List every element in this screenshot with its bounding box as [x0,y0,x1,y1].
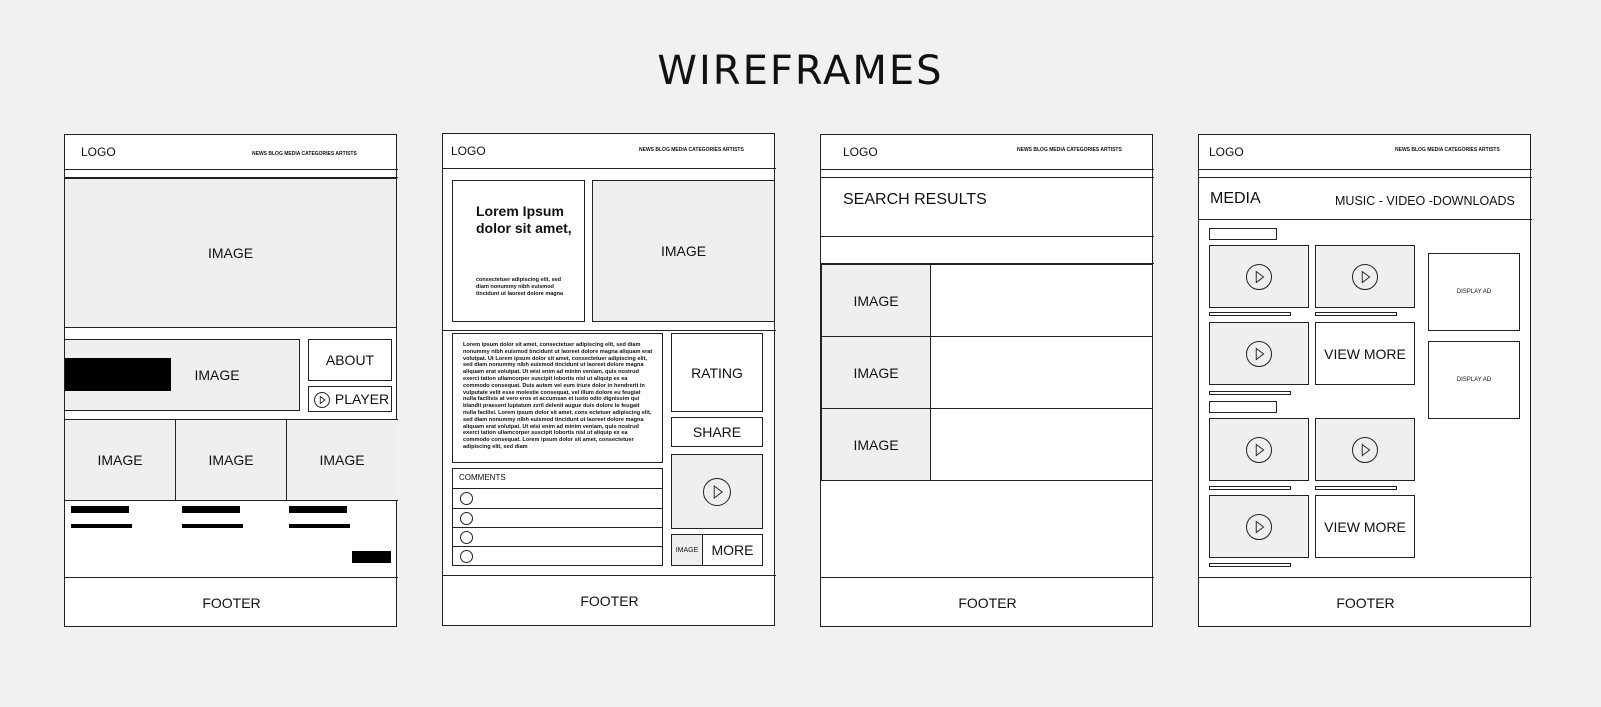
comment-avatar [460,531,473,544]
comment-avatar [460,512,473,525]
logo: LOGO [81,145,116,159]
nav-menu: NEWS BLOG MEDIA CATEGORIES ARTISTS [252,151,357,157]
comments-panel [452,468,663,566]
search-result-row[interactable] [821,264,1153,337]
search-result-row[interactable] [821,336,1153,409]
caption-bar [1315,486,1397,490]
caption-bar [1209,312,1291,316]
search-results-heading: SEARCH RESULTS [843,191,987,208]
footer: FOOTER [580,593,639,609]
result-image: IMAGE [822,337,931,408]
article-image: IMAGE [592,180,775,322]
section-label-bar [1209,401,1277,413]
feature-image: IMAGE [64,339,300,411]
play-icon[interactable] [703,478,731,506]
more-label: MORE [711,542,754,558]
grid-image-3: IMAGE [287,420,397,500]
media-nav[interactable]: MUSIC - VIDEO -DOWNLOADS [1335,194,1515,208]
button-block[interactable] [352,551,391,563]
nav-menu: NEWS BLOG MEDIA CATEGORIES ARTISTS [639,147,744,153]
text-line [71,524,132,528]
result-image: IMAGE [822,409,931,480]
result-image: IMAGE [822,265,931,336]
video-thumb[interactable] [1209,495,1309,558]
more-button[interactable] [671,534,763,566]
search-result-row[interactable] [821,408,1153,481]
view-more-button[interactable]: VIEW MORE [1315,322,1415,385]
intro-subtext: consectetuer adipiscing elit, sed diam nonummy nibh euismod tincidunt ut laoreet dolore magna [476,277,564,297]
about-button[interactable]: ABOUT [308,339,392,381]
play-icon [314,392,330,408]
video-thumb[interactable] [1315,245,1415,308]
text-line [71,506,129,513]
media-heading: MEDIA [1210,190,1261,207]
player-button[interactable]: PLAYER [308,386,392,412]
logo: LOGO [843,145,878,159]
comment-avatar [460,550,473,563]
video-thumb[interactable] [1315,418,1415,481]
footer: FOOTER [1336,595,1395,611]
play-icon[interactable] [1246,264,1272,290]
intro-heading: Lorem Ipsum dolor sit amet, [476,203,572,236]
wireframe-article [442,133,775,626]
intro-card [452,180,585,322]
section-label-bar [1209,228,1277,240]
logo: LOGO [1209,145,1244,159]
comment-avatar [460,492,473,505]
article-body: Lorem ipsum dolor sit amet, consectetuer adipiscing elit, sed diam nonummy nibh euismod tincidunt ut laoreet dolore magna aliquam erat volutpat. Ut Lorem ipsum dolor sit amet, consectetuer adipiscing elit, sed diam nonummy nibh euismod tincidunt ut laoreet dolore magna aliquam erat volutpat. Ut wisi enim ad minim veniam, quis nostrud exerci tation ullamcorper suscipit lobortis nisl ut aliquip ex ea commodo consequat. Duis autem vel eum iriure dolor in hendrerit in vulputate velit esse molestie consequat, vel illum dolore eu feugiat nulla facilisis at vero eros et accumsan et iusto odio dignissim qui blandit praesent luptatum zzril delenit augue duis dolore te feugait nulla facilisi. Lorem ipsum dolor sit amet, cons ectetuer adipiscing elit, sed diam nonummy nibh euismod tincidunt ut laoreet dolore magna aliquam erat volutpat. Ut wisi enim ad minim veniam, quis nostrud exerci tation ullamcorper suscipit lobortis nisl ut aliquip ex ea commodo consequat. Lorem ipsum dolor sit amet, consectetuer adipiscing elit, sed diam [452,333,663,463]
caption-bar [1209,486,1291,490]
wireframe-home [64,134,397,627]
grid-image-1: IMAGE [65,420,175,500]
text-line [182,524,243,528]
more-thumb: IMAGE [672,535,703,565]
grid-image-2: IMAGE [176,420,286,500]
play-icon[interactable] [1246,514,1272,540]
hero-image: IMAGE [64,178,397,328]
rating-box[interactable]: RATING [671,333,763,412]
caption-bar [1209,563,1291,567]
display-ad[interactable]: DISPLAY AD [1428,253,1520,331]
wireframe-media [1198,134,1531,627]
comments-label: COMMENTS [459,473,506,482]
video-player[interactable] [671,454,763,529]
share-button[interactable]: SHARE [671,417,763,447]
play-icon[interactable] [1352,264,1378,290]
logo: LOGO [451,144,486,158]
caption-bar [1209,391,1291,395]
black-block [65,358,171,391]
text-line [289,506,347,513]
display-ad[interactable]: DISPLAY AD [1428,341,1520,419]
footer: FOOTER [958,595,1017,611]
play-icon[interactable] [1246,437,1272,463]
caption-bar [1315,312,1397,316]
video-thumb[interactable] [1209,418,1309,481]
page-title: WIREFRAMES [657,48,944,94]
wireframe-search [820,134,1153,627]
view-more-button[interactable]: VIEW MORE [1315,495,1415,558]
nav-menu: NEWS BLOG MEDIA CATEGORIES ARTISTS [1395,147,1500,153]
text-line [289,524,350,528]
play-icon[interactable] [1246,341,1272,367]
nav-menu: NEWS BLOG MEDIA CATEGORIES ARTISTS [1017,147,1122,153]
video-thumb[interactable] [1209,322,1309,385]
text-line [182,506,240,513]
play-icon[interactable] [1352,437,1378,463]
footer: FOOTER [202,595,261,611]
video-thumb[interactable] [1209,245,1309,308]
